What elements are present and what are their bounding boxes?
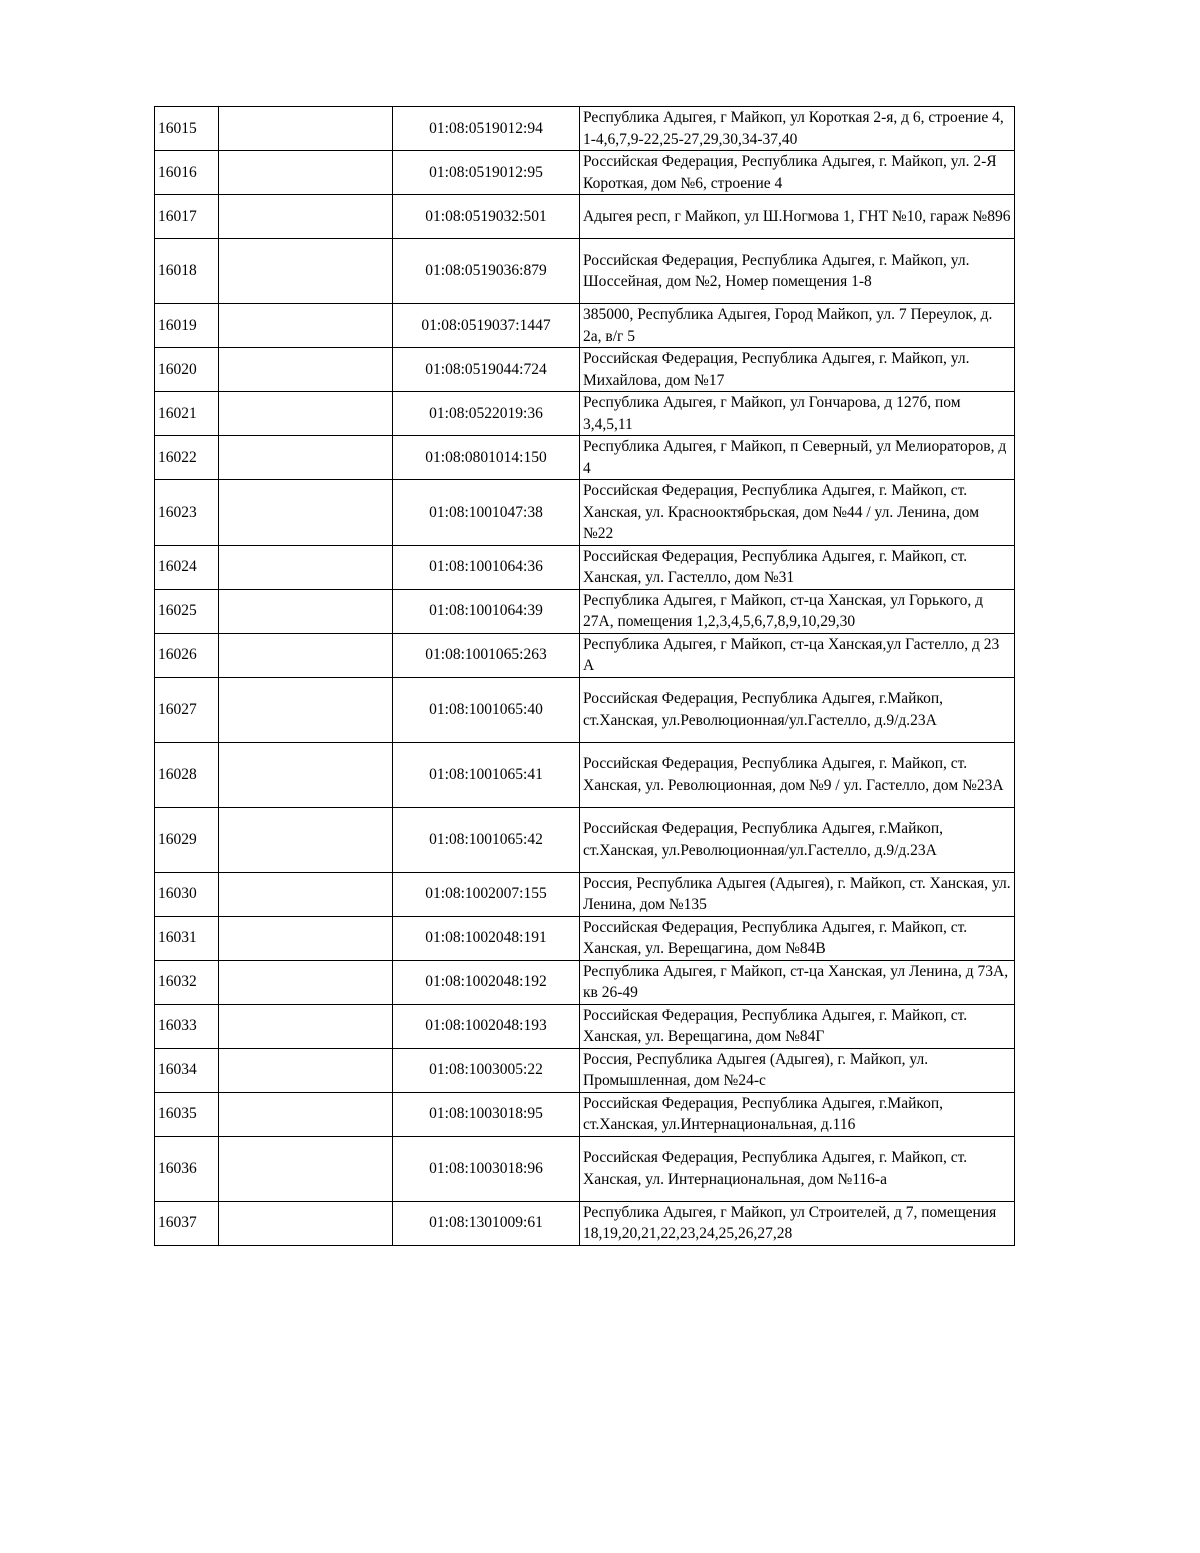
address-cell: Республика Адыгея, г Майкоп, ул Строителей, д 7, помещения 18,19,20,21,22,23,24,25,26,27,28 — [580, 1201, 1015, 1245]
table-row — [155, 589, 1015, 633]
cadastral-number: 01:08:0519036:879 — [393, 239, 580, 304]
cadastral-number: 01:08:0522019:36 — [393, 392, 580, 436]
row-number: 16036 — [155, 1136, 219, 1201]
empty-cell — [219, 1136, 393, 1201]
row-number: 16022 — [155, 436, 219, 480]
cadastral-number: 01:08:0519012:94 — [393, 107, 580, 151]
table-row — [155, 960, 1015, 1004]
row-number: 16027 — [155, 677, 219, 742]
cadastral-number: 01:08:1001065:41 — [393, 742, 580, 807]
empty-cell — [219, 195, 393, 239]
cadastral-number: 01:08:0801014:150 — [393, 436, 580, 480]
table-row — [155, 107, 1015, 151]
address-cell: Российская Федерация, Республика Адыгея, г. Майкоп, ст. Ханская, ул. Гастелло, дом №31 — [580, 545, 1015, 589]
empty-cell — [219, 392, 393, 436]
cadastral-number: 01:08:1001047:38 — [393, 480, 580, 546]
address-cell: 385000, Республика Адыгея, Город Майкоп, ул. 7 Переулок, д. 2а, в/г 5 — [580, 304, 1015, 348]
empty-cell — [219, 545, 393, 589]
row-number: 16035 — [155, 1092, 219, 1136]
table-row — [155, 392, 1015, 436]
table-row — [155, 436, 1015, 480]
cadastral-number: 01:08:1002007:155 — [393, 872, 580, 916]
cadastral-number: 01:08:1002048:191 — [393, 916, 580, 960]
empty-cell — [219, 107, 393, 151]
address-cell: Россия, Республика Адыгея (Адыгея), г. Майкоп, ст. Ханская, ул. Ленина, дом №135 — [580, 872, 1015, 916]
address-cell: Российская Федерация, Республика Адыгея, г.Майкоп, ст.Ханская, ул.Революционная/ул.Гастелло, д.9/д.23А — [580, 677, 1015, 742]
address-cell: Республика Адыгея, г Майкоп, п Северный, ул Мелиораторов, д 4 — [580, 436, 1015, 480]
empty-cell — [219, 872, 393, 916]
address-cell: Российская Федерация, Республика Адыгея, г. Майкоп, ст. Ханская, ул. Интернациональная, дом №116-а — [580, 1136, 1015, 1201]
row-number: 16029 — [155, 807, 219, 872]
cadastral-number: 01:08:0519032:501 — [393, 195, 580, 239]
address-cell: Республика Адыгея, г Майкоп, ст-ца Ханская,ул Гастелло, д 23 А — [580, 633, 1015, 677]
address-cell: Республика Адыгея, г Майкоп, ул Гончарова, д 127б, пом 3,4,5,11 — [580, 392, 1015, 436]
address-cell: Республика Адыгея, г Майкоп, ул Короткая 2-я, д 6, строение 4, 1-4,6,7,9-22,25-27,29,30,34-37,40 — [580, 107, 1015, 151]
cadastral-number: 01:08:1001065:42 — [393, 807, 580, 872]
empty-cell — [219, 589, 393, 633]
empty-cell — [219, 1092, 393, 1136]
row-number: 16026 — [155, 633, 219, 677]
table-row — [155, 304, 1015, 348]
table-row — [155, 545, 1015, 589]
cadastral-number: 01:08:0519044:724 — [393, 348, 580, 392]
address-cell: Республика Адыгея, г Майкоп, ст-ца Ханская, ул Горького, д 27А, помещения 1,2,3,4,5,6,7,8,9,10,29,30 — [580, 589, 1015, 633]
row-number: 16030 — [155, 872, 219, 916]
empty-cell — [219, 348, 393, 392]
empty-cell — [219, 742, 393, 807]
empty-cell — [219, 1201, 393, 1245]
cadastral-number: 01:08:1001064:36 — [393, 545, 580, 589]
row-number: 16032 — [155, 960, 219, 1004]
cadastral-number: 01:08:1003018:95 — [393, 1092, 580, 1136]
table-row — [155, 480, 1015, 546]
cadastral-number: 01:08:1003005:22 — [393, 1048, 580, 1092]
table-row — [155, 872, 1015, 916]
cadastral-number: 01:08:1301009:61 — [393, 1201, 580, 1245]
row-number: 16016 — [155, 151, 219, 195]
empty-cell — [219, 807, 393, 872]
cadastral-number: 01:08:1003018:96 — [393, 1136, 580, 1201]
empty-cell — [219, 239, 393, 304]
address-cell: Российская Федерация, Республика Адыгея, г.Майкоп, ст.Ханская, ул.Интернациональная, д.116 — [580, 1092, 1015, 1136]
cadastral-number: 01:08:1001065:40 — [393, 677, 580, 742]
table-row — [155, 195, 1015, 239]
row-number: 16028 — [155, 742, 219, 807]
table-row — [155, 1048, 1015, 1092]
empty-cell — [219, 916, 393, 960]
table-row — [155, 916, 1015, 960]
empty-cell — [219, 304, 393, 348]
row-number: 16024 — [155, 545, 219, 589]
cadastral-number: 01:08:0519012:95 — [393, 151, 580, 195]
address-cell: Российская Федерация, Республика Адыгея, г.Майкоп, ст.Ханская, ул.Революционная/ул.Гастелло, д.9/д.23А — [580, 807, 1015, 872]
address-cell: Адыгея респ, г Майкоп, ул Ш.Ногмова 1, ГНТ №10, гараж №896 — [580, 195, 1015, 239]
row-number: 16020 — [155, 348, 219, 392]
table-row — [155, 1136, 1015, 1201]
cadastral-number: 01:08:1001065:263 — [393, 633, 580, 677]
empty-cell — [219, 677, 393, 742]
row-number: 16015 — [155, 107, 219, 151]
address-cell: Республика Адыгея, г Майкоп, ст-ца Ханская, ул Ленина, д 73А, кв 26-49 — [580, 960, 1015, 1004]
address-cell: Российская Федерация, Республика Адыгея, г. Майкоп, ул. Михайлова, дом №17 — [580, 348, 1015, 392]
address-cell: Российская Федерация, Республика Адыгея, г. Майкоп, ул. Шоссейная, дом №2, Номер помещения 1-8 — [580, 239, 1015, 304]
row-number: 16033 — [155, 1004, 219, 1048]
address-cell: Российская Федерация, Республика Адыгея, г. Майкоп, ст. Ханская, ул. Краснооктябрьская, дом №44 / ул. Ленина, дом №22 — [580, 480, 1015, 546]
empty-cell — [219, 480, 393, 546]
empty-cell — [219, 1048, 393, 1092]
table-row — [155, 151, 1015, 195]
address-cell: Российская Федерация, Республика Адыгея, г. Майкоп, ул. 2-Я Короткая, дом №6, строение 4 — [580, 151, 1015, 195]
table-row — [155, 1004, 1015, 1048]
empty-cell — [219, 151, 393, 195]
row-number: 16017 — [155, 195, 219, 239]
row-number: 16031 — [155, 916, 219, 960]
table-row — [155, 742, 1015, 807]
row-number: 16021 — [155, 392, 219, 436]
table-row — [155, 677, 1015, 742]
empty-cell — [219, 1004, 393, 1048]
cadastral-number: 01:08:0519037:1447 — [393, 304, 580, 348]
empty-cell — [219, 960, 393, 1004]
table-row — [155, 1201, 1015, 1245]
address-cell: Российская Федерация, Республика Адыгея, г. Майкоп, ст. Ханская, ул. Верещагина, дом №84В — [580, 916, 1015, 960]
table-row — [155, 1092, 1015, 1136]
row-number: 16037 — [155, 1201, 219, 1245]
row-number: 16025 — [155, 589, 219, 633]
table-row — [155, 239, 1015, 304]
address-cell: Россия, Республика Адыгея (Адыгея), г. Майкоп, ул. Промышленная, дом №24-с — [580, 1048, 1015, 1092]
empty-cell — [219, 436, 393, 480]
row-number: 16018 — [155, 239, 219, 304]
row-number: 16034 — [155, 1048, 219, 1092]
row-number: 16023 — [155, 480, 219, 546]
row-number: 16019 — [155, 304, 219, 348]
address-cell: Российская Федерация, Республика Адыгея, г. Майкоп, ст. Ханская, ул. Революционная, дом №9 / ул. Гастелло, дом №23А — [580, 742, 1015, 807]
empty-cell — [219, 633, 393, 677]
cadastral-number: 01:08:1002048:192 — [393, 960, 580, 1004]
table-row — [155, 348, 1015, 392]
table-row — [155, 633, 1015, 677]
address-cell: Российская Федерация, Республика Адыгея, г. Майкоп, ст. Ханская, ул. Верещагина, дом №84Г — [580, 1004, 1015, 1048]
table-row — [155, 807, 1015, 872]
cadastral-number: 01:08:1002048:193 — [393, 1004, 580, 1048]
cadastral-number: 01:08:1001064:39 — [393, 589, 580, 633]
registry-table — [154, 106, 1015, 1246]
